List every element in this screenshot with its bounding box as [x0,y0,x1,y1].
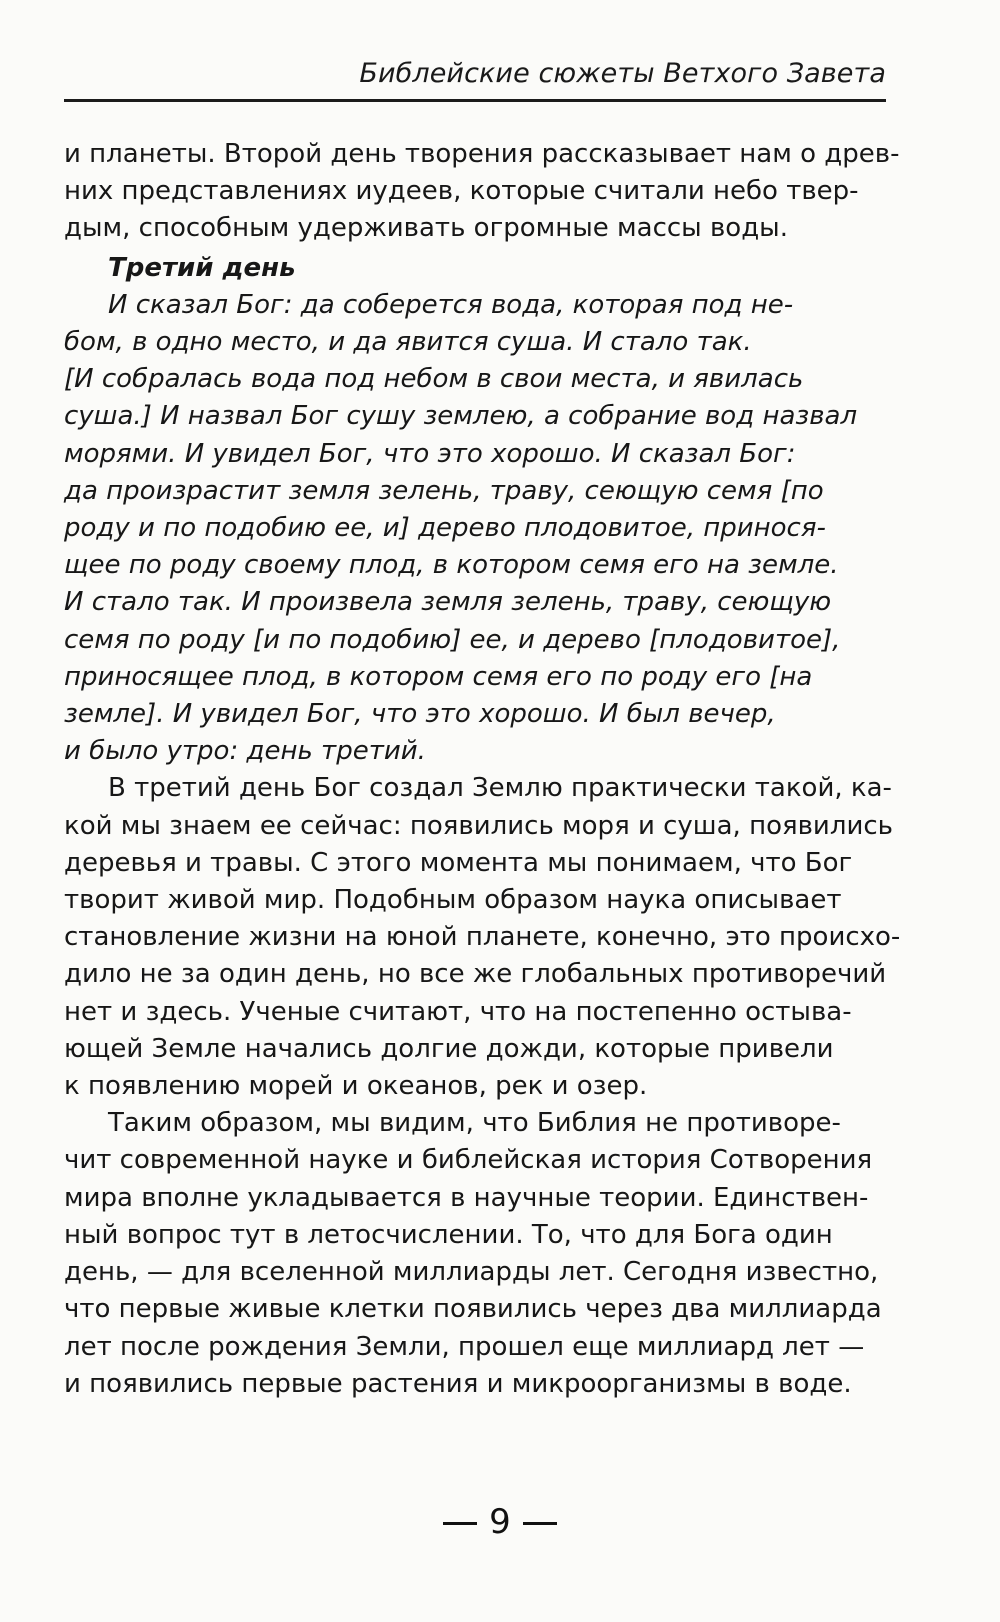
text-line: чит современной науке и библейская история Сотворения [64,1145,873,1176]
page-number: 9 [489,1502,511,1542]
quote-line: И стало так. И произвела земля зелень, траву, сеющую [64,587,832,618]
quote-line: суша.] И назвал Бог сушу землею, а собрание вод назвал [64,401,858,432]
section-heading-block [64,250,886,287]
text-line: и планеты. Второй день творения рассказывает нам о древ- [64,139,900,169]
text-line: дым, способным удерживать огромные массы воды. [64,213,788,244]
quote-line: И сказал Бог: да соберется вода, которая под не- [108,289,794,320]
paragraph-3 [64,1105,886,1403]
scripture-quote [64,287,886,771]
text-line: них представлениях иудеев, которые считали небо твер- [64,176,859,207]
text-line: В третий день Бог создал Землю практически такой, ка- [108,773,892,804]
section-heading: Третий день [108,252,296,283]
quote-line: морями. И увидел Бог, что это хорошо. И сказал Бог: [64,438,796,469]
text-line: день, — для вселенной миллиарды лет. Сегодня известно, [64,1257,879,1288]
text-line: ющей Земле начались долгие дожди, которые привели [64,1033,834,1064]
paragraph-1 [64,136,900,248]
text-line: Таким образом, мы видим, что Библия не противоре- [108,1108,841,1139]
quote-line: [И собралась вода под небом в свои места, и явилась [64,364,804,395]
dash-right [523,1522,557,1525]
text-line: и появились первые растения и микроорганизмы в воде. [64,1368,852,1399]
text-line: кой мы знаем ее сейчас: появились моря и суша, появились [64,810,893,841]
text-line: нет и здесь. Ученые считают, что на постепенно остыва- [64,996,852,1027]
page-header [64,58,886,102]
paragraph-2 [64,770,901,1105]
quote-line: и было утро: день третий. [64,736,426,767]
dash-left [443,1522,477,1525]
quote-line: бом, в одно место, и да явится суша. И стало так. [64,327,752,358]
quote-line: семя по роду [и по подобию] ее, и дерево [плодовитое], [64,624,841,655]
page-footer [0,1502,1000,1542]
text-line: деревья и травы. С этого момента мы понимаем, что Бог [64,847,853,878]
text-line: к появлению морей и океанов, рек и озер. [64,1071,648,1102]
quote-line: земле]. И увидел Бог, что это хорошо. И был вечер, [64,699,776,730]
header-rule [64,99,886,102]
quote-line: щее по роду своему плод, в котором семя его на земле. [64,550,839,581]
text-line: дило не за один день, но все же глобальных противоречий [64,959,887,990]
quote-line: роду и по подобию ее, и] дерево плодовитое, принося- [64,513,826,544]
text-line: что первые живые клетки появились через два миллиарда [64,1294,882,1325]
running-title: Библейские сюжеты Ветхого Завета [359,58,886,89]
quote-line: да произрастит земля зелень, траву, сеющую семя [по [64,475,824,506]
text-line: лет после рождения Земли, прошел еще миллиард лет — [64,1331,865,1362]
quote-line: приносящее плод, в котором семя его по роду его [на [64,661,813,692]
text-line: ный вопрос тут в летосчислении. То, что для Бога один [64,1219,833,1250]
text-line: мира вполне укладывается в научные теории. Единствен- [64,1182,869,1213]
text-line: творит живой мир. Подобным образом наука описывает [64,885,842,916]
body-text [64,136,901,1403]
text-line: становление жизни на юной планете, конечно, это происхо- [64,922,901,953]
